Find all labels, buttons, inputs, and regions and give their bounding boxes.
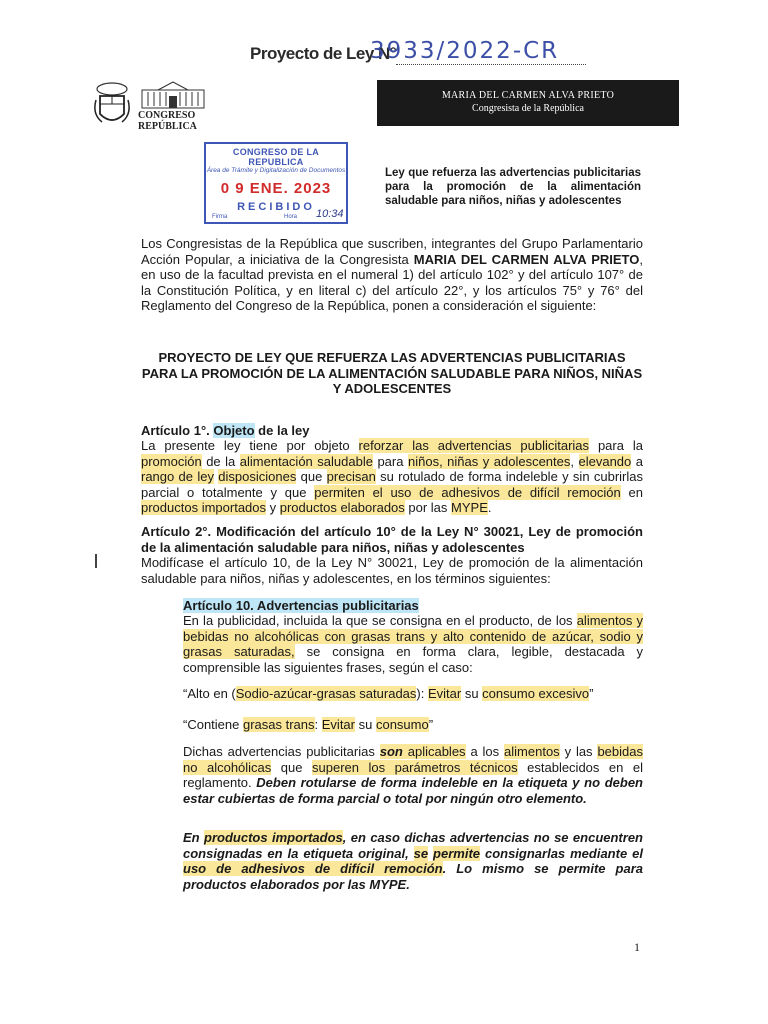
received-stamp: CONGRESO DE LA REPUBLICA Área de Trámite y Digitalización de Documentos 0 9 ENE. 2023 RECIBIDO Firma Hora 10:34	[204, 142, 348, 224]
art10-heading: Artículo 10. Advertencias publicitarias	[183, 598, 419, 613]
bill-summary: Ley que refuerza las advertencias publicitarias para la promoción de la alimentación saludable para niños, niñas y adolescentes	[385, 167, 641, 207]
bill-title: PROYECTO DE LEY QUE REFUERZA LAS ADVERTENCIAS PUBLICITARIAS PARA LA PROMOCIÓN DE LA ALIMENTACIÓN SALUDABLE PARA NIÑOS, NIÑAS Y ADOLESCENTES	[141, 350, 643, 397]
warning-phrase-2: “Contiene grasas trans: Evitar su consumo”	[183, 717, 434, 732]
art10-paragraph-2: Dichas advertencias publicitarias son aplicables a los alimentos y las bebidas no alcohólicas que superen los parámetros técnicos establecidos en el reglamento. Deben rotularse de forma indeleble en la etiqueta y no deben estar cubiertas de forma parcial o total por ningún otro elemento.	[183, 744, 644, 806]
art10-body: En la publicidad, incluida la que se consigna en el producto, de los alimentos y bebidas no alcohólicas con grasas trans y alto contenido de azúcar, sodio y grasas saturadas, se consigna en forma clara, legible, destacada y comprensible las siguientes frases, según el caso:	[183, 613, 643, 675]
art10-paragraph-3: En productos importados, en caso dichas advertencias no se encuentren consignadas en la etiqueta original, se permite consignarlas mediante el uso de adhesivos de difícil remoción. Lo mismo se permite para productos elaborados por las MYPE.	[183, 830, 643, 892]
author-name: MARIA DEL CARMEN ALVA PRIETO	[441, 90, 615, 101]
proyecto-label: Proyecto de Ley N°	[250, 44, 586, 65]
escudo-icon	[92, 80, 132, 132]
margin-mark	[95, 554, 97, 568]
congreso-label: CONGRESO REPÚBLICA	[138, 110, 197, 132]
stamp-status: RECIBIDO	[237, 201, 315, 213]
author-banner	[377, 80, 679, 126]
art2-heading: Artículo 2°. Modificación del artículo 10° de la Ley N° 30021, Ley de promoción de la alimentación saludable para niños, niñas y adolescentes	[141, 524, 643, 555]
stamp-hour: 10:34	[316, 208, 344, 220]
art1-body: La presente ley tiene por objeto reforzar las advertencias publicitarias para la promoción de la alimentación saludable para niños, niñas y adolescentes, elevando a rango de ley disposiciones que precisan su rotulado de forma indeleble y sin cubrirlas parcial o totalmente y que permiten el uso de adhesivos de difícil remoción en productos importados y productos elaborados por las MYPE.	[141, 438, 644, 516]
art2-body: Modifícase el artículo 10, de la Ley N° 30021, Ley de promoción de la alimentación saludable para niños, niñas y adolescentes, en los términos siguientes:	[141, 555, 643, 586]
warning-phrase-1: “Alto en (Sodio-azúcar-grasas saturadas): Evitar su consumo excesivo”	[183, 686, 594, 701]
proyecto-number: 3933/2022-CR	[370, 38, 560, 64]
art1-heading: Artículo 1°. Objeto de la ley	[141, 423, 310, 438]
author-role: Congresista de la República	[472, 103, 584, 114]
stamp-date: 0 9 ENE. 2023	[220, 180, 332, 197]
intro-paragraph: Los Congresistas de la República que suscriben, integrantes del Grupo Parlamentario Acción Popular, a iniciativa de la Congresista MARIA DEL CARMEN ALVA PRIETO, en uso de la facultad prevista en el numeral 1) del artículo 102° y del artículo 107° de la Constitución Política, y en literal c) del artículo 22°, y los artículos 75° y 76° del Reglamento del Congreso de la República, ponen a consideración el siguiente:	[141, 236, 643, 314]
page-number: 1	[634, 940, 640, 954]
